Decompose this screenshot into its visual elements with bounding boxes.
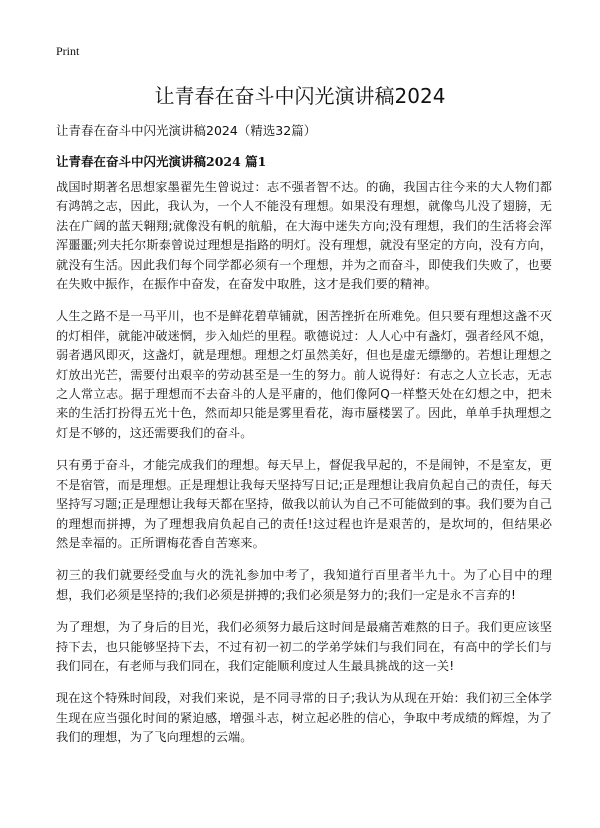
- document-title: 让青春在奋斗中闪光演讲稿2024: [154, 84, 446, 108]
- document-subtitle: 让青春在奋斗中闪光演讲稿2024（精选32篇）: [56, 123, 317, 138]
- paragraph: 为了理想，为了身后的目光，我们必须努力最后这时间是最痛苦难熬的日子。我们更应该坚持下去，也只能够坚持下去，不过有初一初二的学弟学妹们与我们同在，有高中的学长们与我们同在，有老师与我们同在，我们定能顺利度过人生最具挑战的这一关!: [56, 620, 552, 673]
- paragraph: 战国时期著名思想家墨翟先生曾说过：志不强者智不达。的确，我国古往今来的大人物们都有鸿鹄之志，因此，我认为，一个人不能没有理想。如果没有理想，就像鸟儿没了翅膀，无法在广阔的蓝天翱翔;就像没有帆的航船，在大海中迷失方向;没有理想，我们的生活将会浑浑噩噩;列夫托尔斯泰曾说过理想是指路的明灯。没有理想，就没有坚定的方向，没有方向，就没有生活。因此我们每个同学都必须有一个理想，并为之而奋斗，即使我们失败了，也要在失败中振作，在振作中奋发，在奋发中取胜，这才是我们要的精神。: [56, 180, 552, 292]
- paragraph: 人生之路不是一马平川，也不是鲜花碧草铺就，困苦挫折在所难免。但只要有理想这盏不灭的灯相伴，就能冲破迷惘，步入灿烂的里程。歌德说过：人人心中有盏灯，强者经风不熄，弱者遇风即灭，这盏灯，就是理想。理想之灯虽然美好，但也是虚无缥缈的。若想让理想之灯放出光芒，需要付出艰辛的劳动甚至是一生的努力。前人说得好：有志之人立长志，无志之人常立志。据于理想而不去奋斗的人是平庸的，他们像阿Q一样整天处在幻想之中，把未来的生活打扮得五光十色，然而却只能是雾里看花，海市蜃楼罢了。因此，单单手执理想之灯是不够的，这还需要我们的奋斗。: [56, 309, 552, 440]
- paragraph: 只有勇于奋斗，才能完成我们的理想。每天早上，督促我早起的，不是闹钟，不是室友，更不是宿管，而是理想。正是理想让我每天坚持写日记;正是理想让我肩负起自己的责任，每天坚持写习题;正是理想让我每天都在坚持，做我以前认为自己不可能做到的事。我们要为自己的理想而拼搏，为了理想我肩负起自己的责任!这过程也许是艰苦的，是坎坷的，但结果必然是幸福的。正所谓梅花香自苦寒来。: [56, 458, 552, 550]
- section-heading: 让青春在奋斗中闪光演讲稿2024 篇1: [56, 154, 267, 169]
- print-label: Print: [56, 44, 80, 58]
- paragraph: 现在这个特殊时间段，对我们来说，是不同寻常的日子;我认为从现在开始：我们初三全体学生现在应当强化时间的紧迫感，增强斗志，树立起必胜的信心，争取中考成绩的辉煌，为了我们的理想，为了飞向理想的云端。: [56, 691, 552, 745]
- paragraph: 初三的我们就要经受血与火的洗礼参加中考了，我知道行百里者半九十。为了心目中的理想，我们必须是坚持的;我们必须是拼搏的;我们必须是努力的;我们一定是永不言弃的!: [56, 568, 552, 602]
- article-body: [56, 178, 552, 761]
